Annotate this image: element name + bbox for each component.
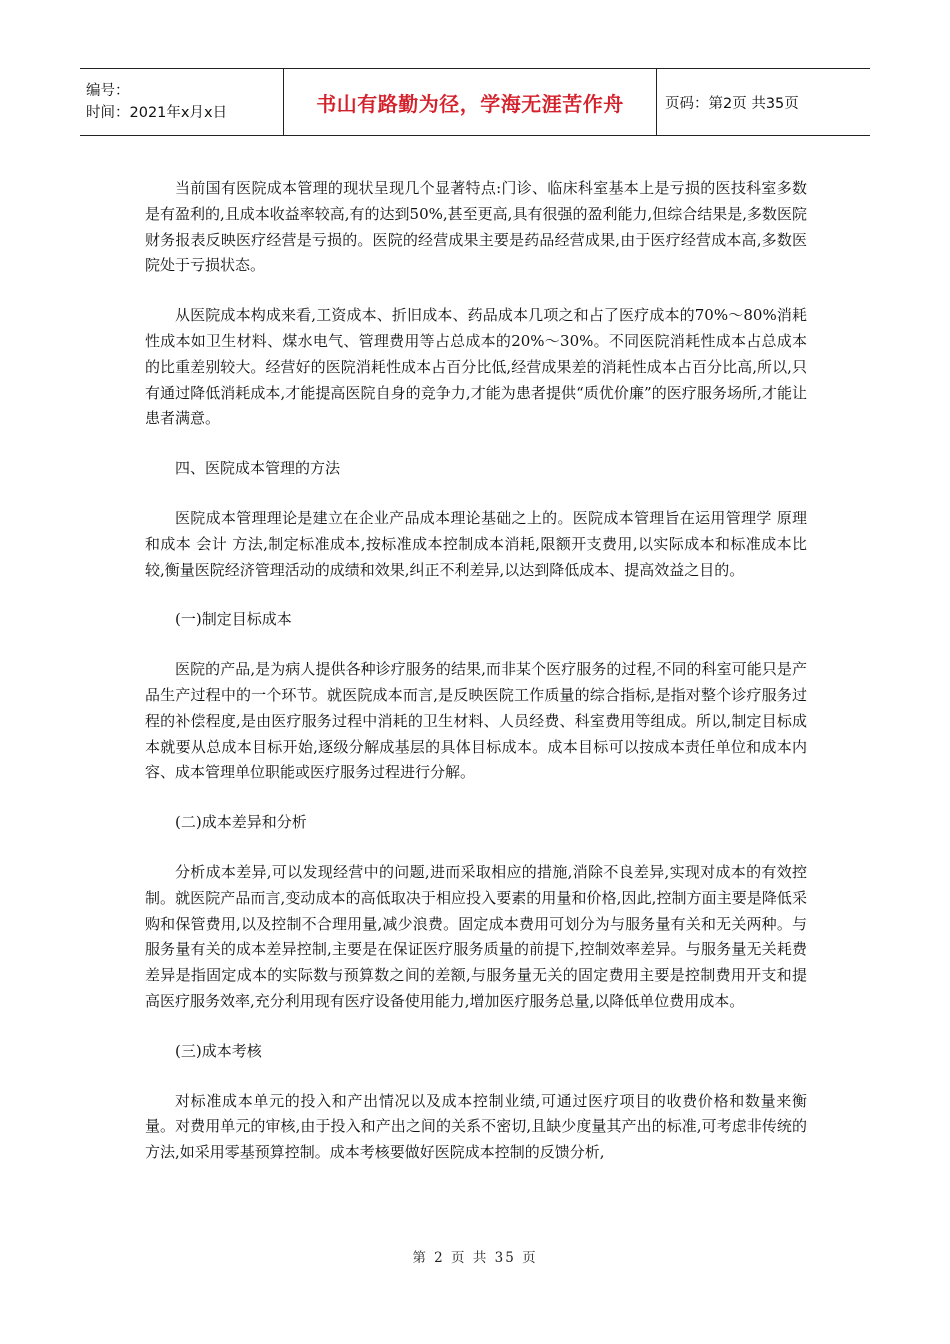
subheading-cost-variance: (二)成本差异和分析: [175, 813, 307, 832]
subheading-target-cost: (一)制定目标成本: [175, 610, 292, 629]
page-number: 第 2 页 共 35 页: [412, 1250, 538, 1266]
paragraph-target-cost: 医院的产品,是为病人提供各种诊疗服务的结果,而非某个医疗服务的过程,不同的科室可能只是产品生产过程中的一个环节。就医院成本而言,是反映医院工作质量的综合指标,是指对整个诊疗服务过程的补偿程度,是由医疗服务过程中消耗的卫生材料、人员经费、科室费用等组成。所以,制定目标成本就要从总成本目标开始,逐级分解成基层的具体目标成本。成本目标可以按成本责任单位和成本内容、成本管理单位职能或医疗服务过程进行分解。: [145, 660, 807, 782]
motto-text: 书山有路勤为径，学海无涯苦作舟: [316, 91, 624, 116]
document-body: [145, 176, 807, 1190]
document-date: 时间：2021年x月x日: [86, 105, 228, 121]
header-motto: [283, 69, 657, 135]
header-meta: [80, 69, 283, 135]
document-number-label: 编号：: [86, 83, 130, 99]
paragraph-cost-variance: 分析成本差异,可以发现经营中的问题,进而采取相应的措施,消除不良差异,实现对成本的有效控制。就医院产品而言,变动成本的高低取决于相应投入要素的用量和价格,因此,控制方面主要是降低采购和保管费用,以及控制不合理用量,减少浪费。固定成本费用可划分为与服务量有关和无关两种。与服务量有关的成本差异控制,主要是在保证医疗服务质量的前提下,控制效率差异。与服务量无关耗费差异是指固定成本的实际数与预算数之间的差额,与服务量无关的固定费用主要是控制费用开支和提高医疗服务效率,充分利用现有医疗设备使用能力,增加医疗服务总量,以降低单位费用成本。: [145, 862, 807, 1010]
subheading-cost-assessment: (三)成本考核: [175, 1041, 262, 1060]
paragraph-cost-structure: 从医院成本构成来看,工资成本、折旧成本、药品成本几项之和占了医疗成本的70%～80%消耗性成本如卫生材料、煤水电气、管理费用等占总成本的20%～30%。不同医院消耗性成本占总成本的比重差别较大。经营好的医院消耗性成本占百分比低,经营成果差的消耗性成本占百分比高,所以,只有通过降低消耗成本,才能提高医院自身的竞争力,才能为患者提供“质优价廉”的医疗服务场所,才能让患者满意。: [145, 306, 807, 428]
header-page-info: [657, 69, 870, 135]
paragraph-cost-theory: 医院成本管理理论是建立在企业产品成本理论基础之上的。医院成本管理旨在运用管理学 原理和成本 会计 方法,制定标准成本,按标准成本控制成本消耗,限额开支费用,以实际成本和标准成本比较,衡量医院经济管理活动的成绩和效果,纠正不利差异,以达到降低成本、提高效益之目的。: [145, 508, 807, 579]
paragraph-status-features: 当前国有医院成本管理的现状呈现几个显著特点:门诊、临床科室基本上是亏损的医技科室多数是有盈利的,且成本收益率较高,有的达到50%,甚至更高,具有很强的盈利能力,但综合结果是,多数医院财务报表反映医疗经营是亏损的。医院的经营成果主要是药品经营成果,由于医疗经营成本高,多数医院处于亏损状态。: [145, 179, 807, 275]
page-footer: [0, 1246, 950, 1266]
page-header: [80, 68, 870, 136]
paragraph-cost-assessment: 对标准成本单元的投入和产出情况以及成本控制业绩,可通过医疗项目的收费价格和数量来衡量。对费用单元的审核,由于投入和产出之间的关系不密切,且缺少度量其产出的标准,可考虑非传统的方法,如采用零基预算控制。成本考核要做好医院成本控制的反馈分析,: [145, 1091, 807, 1162]
page-info-text: 页码：第2页 共35页: [665, 95, 799, 112]
section-heading-methods: 四、医院成本管理的方法: [175, 459, 341, 478]
